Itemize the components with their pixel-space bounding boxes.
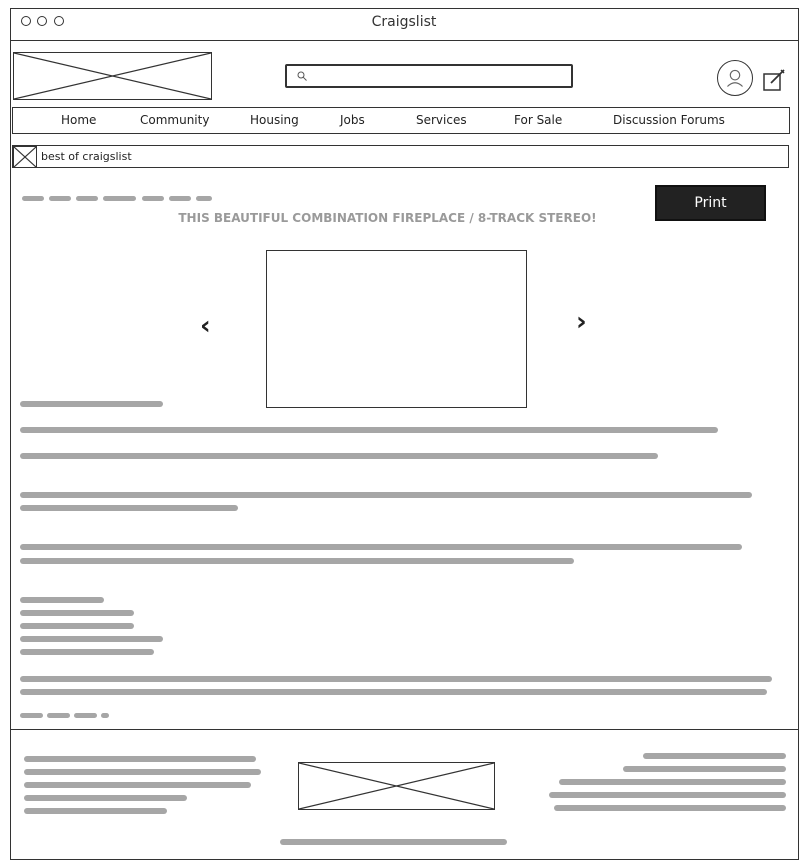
text-placeholder-line bbox=[20, 689, 767, 695]
print-button[interactable]: Print bbox=[655, 185, 766, 221]
user-avatar-icon bbox=[718, 61, 752, 95]
text-placeholder-line bbox=[20, 649, 154, 655]
text-placeholder-line bbox=[20, 492, 752, 498]
footer-text-placeholder-line bbox=[559, 779, 786, 785]
footer-text-placeholder-line bbox=[24, 769, 261, 775]
dashed-text-placeholder bbox=[22, 196, 212, 201]
text-placeholder-line bbox=[20, 427, 718, 433]
nav-item-discussion-forums[interactable]: Discussion Forums bbox=[613, 113, 725, 127]
nav-item-housing[interactable]: Housing bbox=[250, 113, 299, 127]
footer-image-placeholder bbox=[298, 762, 495, 810]
image-placeholder-icon bbox=[14, 53, 211, 99]
search-input[interactable] bbox=[313, 67, 567, 87]
page-title: THIS BEAUTIFUL COMBINATION FIREPLACE / 8-TRACK STEREO! bbox=[178, 211, 597, 225]
edit-button[interactable] bbox=[762, 68, 786, 92]
search-bar[interactable] bbox=[285, 64, 573, 88]
text-placeholder-line bbox=[20, 597, 104, 603]
nav-item-services[interactable]: Services bbox=[416, 113, 467, 127]
breadcrumb-link[interactable]: best of craigslist bbox=[41, 150, 132, 163]
user-avatar-button[interactable] bbox=[717, 60, 753, 96]
window-title: Craigslist bbox=[371, 14, 437, 30]
text-placeholder-line bbox=[20, 623, 134, 629]
footer-text-placeholder-line bbox=[24, 795, 187, 801]
footer-text-placeholder-line bbox=[554, 805, 786, 811]
nav-item-home[interactable]: Home bbox=[61, 113, 97, 127]
text-placeholder-line bbox=[20, 558, 574, 564]
nav-item-community[interactable]: Community bbox=[140, 113, 210, 127]
carousel-next-icon[interactable]: › bbox=[576, 307, 587, 337]
text-placeholder-line bbox=[20, 505, 238, 511]
dashed-text-placeholder bbox=[20, 713, 110, 718]
image-placeholder-icon bbox=[299, 763, 494, 809]
nav-item-jobs[interactable]: Jobs bbox=[340, 113, 365, 127]
image-placeholder-icon bbox=[14, 147, 36, 167]
footer-divider bbox=[11, 729, 799, 730]
footer-text-placeholder-line bbox=[24, 782, 251, 788]
breadcrumb-image-placeholder bbox=[13, 146, 37, 168]
search-icon bbox=[297, 71, 307, 81]
text-placeholder-line bbox=[20, 636, 163, 642]
edit-icon bbox=[762, 68, 786, 92]
text-placeholder-line bbox=[20, 453, 658, 459]
text-placeholder-line bbox=[20, 676, 772, 682]
logo-image-placeholder[interactable] bbox=[13, 52, 212, 100]
footer-text-placeholder-line bbox=[24, 808, 167, 814]
text-placeholder-line bbox=[20, 401, 163, 407]
carousel-prev-icon[interactable]: ‹ bbox=[200, 311, 211, 341]
footer-text-placeholder-line bbox=[280, 839, 507, 845]
carousel-image-placeholder bbox=[266, 250, 527, 408]
browser-window bbox=[10, 8, 799, 860]
text-placeholder-line bbox=[20, 544, 742, 550]
footer-text-placeholder-line bbox=[549, 792, 786, 798]
footer-text-placeholder-line bbox=[643, 753, 786, 759]
nav-item-for-sale[interactable]: For Sale bbox=[514, 113, 563, 127]
footer-text-placeholder-line bbox=[24, 756, 256, 762]
footer-text-placeholder-line bbox=[623, 766, 786, 772]
text-placeholder-line bbox=[20, 610, 134, 616]
